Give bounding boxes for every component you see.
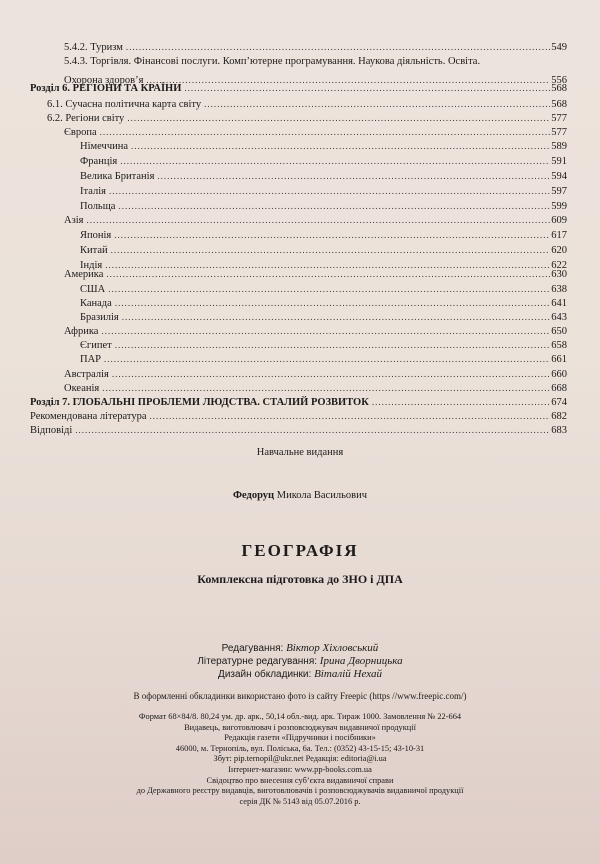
- imprint-line: 46000, м. Тернопіль, вул. Поліська, 6а. Тел.: (0352) 43-15-15; 43-10-31: [175, 743, 425, 753]
- toc-entry: [80, 244, 567, 257]
- dot-leader: [118, 200, 550, 213]
- dot-leader: [372, 396, 550, 409]
- credit-literary-editor: [0, 655, 600, 668]
- toc-entry: [80, 140, 567, 153]
- toc-entry: [30, 410, 567, 423]
- toc-entry-label: ПАР: [80, 354, 102, 365]
- toc-entry-label: Німеччина: [80, 141, 129, 152]
- credit-cover-design: [0, 668, 600, 681]
- dot-leader: [157, 170, 550, 183]
- dot-leader: [101, 325, 550, 338]
- toc-entry: [64, 41, 567, 54]
- dot-leader: [115, 339, 551, 352]
- toc-entry-label: Африка: [64, 326, 99, 337]
- toc-entry-label: Бразилія: [80, 312, 119, 323]
- toc-entry-label: Єгипет: [80, 340, 112, 351]
- toc-entry-label: США: [80, 284, 106, 295]
- toc-entry-page: 641: [551, 298, 567, 309]
- dot-leader: [109, 185, 550, 198]
- toc-entry: [64, 126, 567, 139]
- publisher-imprint: [0, 712, 600, 807]
- edition-type: Навчальне видання: [256, 447, 344, 458]
- dot-leader: [115, 297, 550, 310]
- toc-entry-label: Франція: [80, 156, 118, 167]
- dot-leader: [120, 155, 550, 168]
- dot-leader: [102, 382, 550, 395]
- credit-name: Віктор Хіхловський: [286, 642, 379, 654]
- toc-entry: [64, 214, 567, 227]
- dot-leader: [114, 229, 550, 242]
- toc-entry-page: 661: [551, 354, 567, 365]
- dot-leader: [204, 98, 550, 111]
- toc-entry-label: Розділ 7. ГЛОБАЛЬНІ ПРОБЛЕМИ ЛЮДСТВА. СТАЛИЙ РОЗВИТОК: [30, 397, 369, 408]
- toc-entry-page: 568: [551, 83, 567, 94]
- toc-entry-page: 577: [551, 127, 567, 138]
- toc-entry-label: Італія: [80, 186, 106, 197]
- toc-entry-page: 622: [551, 260, 567, 271]
- dot-leader: [126, 41, 550, 54]
- toc-entry-page: 594: [551, 171, 567, 182]
- toc-entry-page: 577: [551, 113, 567, 124]
- dot-leader: [111, 244, 551, 257]
- dot-leader: [122, 311, 551, 324]
- toc-entry-label: Розділ 6. РЕГІОНИ ТА КРАЇНИ: [30, 83, 182, 94]
- imprint-line: Видавець, виготовлювач і розповсюджувач видавничої продукції: [184, 722, 416, 732]
- toc-entry-page: 630: [551, 269, 567, 280]
- toc-entry: [80, 200, 567, 213]
- toc-entry: [80, 185, 567, 198]
- dot-leader: [112, 368, 550, 381]
- toc-entry-page: 660: [551, 369, 567, 380]
- toc-entry-page: 617: [551, 230, 567, 241]
- toc-entry: [64, 325, 567, 338]
- dot-leader: [131, 140, 550, 153]
- dot-leader: [150, 410, 551, 423]
- toc-entry-page: 650: [551, 326, 567, 337]
- book-subtitle: Комплексна підготовка до ЗНО і ДПА: [197, 572, 403, 586]
- author-given-names: Микола Васильович: [276, 490, 367, 501]
- credit-name: Віталій Нехай: [314, 668, 382, 680]
- toc-entry: [80, 339, 567, 352]
- toc-entry: [64, 368, 567, 381]
- dot-leader: [184, 82, 550, 95]
- toc-entry-page: 674: [551, 397, 567, 408]
- toc-entry-page: 599: [551, 201, 567, 212]
- toc-entry-label: 6.1. Сучасна політична карта світу: [47, 99, 202, 110]
- toc-entry-label: Австралія: [64, 369, 109, 380]
- book-title: ГЕОГРАФІЯ: [241, 541, 359, 560]
- toc-entry: [80, 353, 567, 366]
- toc-entry-page: 609: [551, 215, 567, 226]
- dot-leader: [100, 126, 551, 139]
- toc-entry: [47, 112, 567, 125]
- toc-entry-page: 683: [551, 425, 567, 436]
- toc-entry: [64, 382, 567, 395]
- credit-editor: [0, 642, 600, 655]
- toc-entry-label: Китай: [80, 245, 108, 256]
- cover-photo-note: В оформленні обкладинки використано фото із сайту Freepic (https //www.freepic.com/): [133, 691, 467, 701]
- toc-entry-page: 638: [551, 284, 567, 295]
- toc-entry: [80, 297, 567, 310]
- dot-leader: [127, 112, 550, 125]
- toc-entry: [80, 283, 567, 296]
- toc-entry: [30, 424, 567, 437]
- toc-entry-label: 6.2. Регіони світу: [47, 113, 125, 124]
- toc-entry-page: 591: [551, 156, 567, 167]
- imprint-line: Збут: pip.ternopil@ukr.net Редакція: editoria@i.ua: [213, 754, 387, 764]
- toc-entry-page: 682: [551, 411, 567, 422]
- imprint-line: до Державного реєстру видавців, виготовлювачів і розповсюджувачів видавничої продукції: [136, 786, 464, 796]
- author-surname: Федоруц: [233, 490, 275, 501]
- toc-entry-page: 589: [551, 141, 567, 152]
- credits: [0, 642, 600, 681]
- toc-entry-page: 620: [551, 245, 567, 256]
- credit-role: Літературне редагування:: [197, 656, 318, 667]
- imprint-line: Свідоцтво про внесення суб’єкта видавничої справи: [206, 775, 394, 785]
- dot-leader: [104, 353, 550, 366]
- toc-entry-label: Охорона здоров’я: [64, 75, 144, 86]
- toc-entry: [30, 396, 567, 409]
- dot-leader: [86, 214, 550, 227]
- toc-entry-page: 556: [551, 75, 567, 86]
- toc-entry-label: Рекомендована література: [30, 411, 147, 422]
- credit-name: Ірина Дворницька: [319, 655, 403, 667]
- toc-entry-page: 597: [551, 186, 567, 197]
- toc-entry: [80, 155, 567, 168]
- toc-entry-label: Велика Британія: [80, 171, 155, 182]
- toc-entry: [80, 170, 567, 183]
- toc-entry: [47, 98, 567, 111]
- toc-entry: [80, 229, 567, 242]
- toc-entry-page: 568: [551, 99, 567, 110]
- imprint-line: серія ДК № 5143 від 05.07.2016 р.: [239, 796, 361, 806]
- toc-entry: [80, 311, 567, 324]
- toc-entry-label: Америка: [64, 269, 104, 280]
- toc-entry-page: 643: [551, 312, 567, 323]
- toc-entry-label: Польща: [80, 201, 116, 212]
- toc-entry-label: Океанія: [64, 383, 100, 394]
- toc-entry-page: 549: [551, 42, 567, 53]
- toc-entry-label: Європа: [64, 127, 97, 138]
- toc-entry: [64, 268, 567, 281]
- dot-leader: [75, 424, 550, 437]
- toc-entry-label: Відповіді: [30, 425, 73, 436]
- toc-entry-label: Японія: [80, 230, 112, 241]
- toc-entry-page: 658: [551, 340, 567, 351]
- toc-entry-label: 5.4.2. Туризм: [64, 42, 123, 53]
- imprint-line: Формат 68×84/8. 80,24 ум. др. арк., 50,14 обл.-вид. арк. Тираж 1000. Замовлення № 22-664: [138, 712, 462, 721]
- toc-wrapped-line: 5.4.3. Торгівля. Фінансові послуги. Комп’ютерне програмування. Наукова діяльність. Освіта.: [64, 56, 481, 67]
- author: [0, 490, 600, 501]
- toc-entry-label: Азія: [64, 215, 84, 226]
- toc-entry-label: Канада: [80, 298, 112, 309]
- imprint-line: Редакція газети «Підручники і посібники»: [224, 733, 376, 743]
- dot-leader: [106, 268, 550, 281]
- toc-entry: [30, 82, 567, 95]
- credit-role: Редагування:: [221, 643, 284, 654]
- credit-role: Дизайн обкладинки:: [218, 669, 312, 680]
- dot-leader: [108, 283, 550, 296]
- toc-entry-page: 668: [551, 383, 567, 394]
- toc-entry-label: Індія: [80, 260, 103, 271]
- imprint-line: Інтернет-магазин: www.pp-books.com.ua: [228, 764, 372, 774]
